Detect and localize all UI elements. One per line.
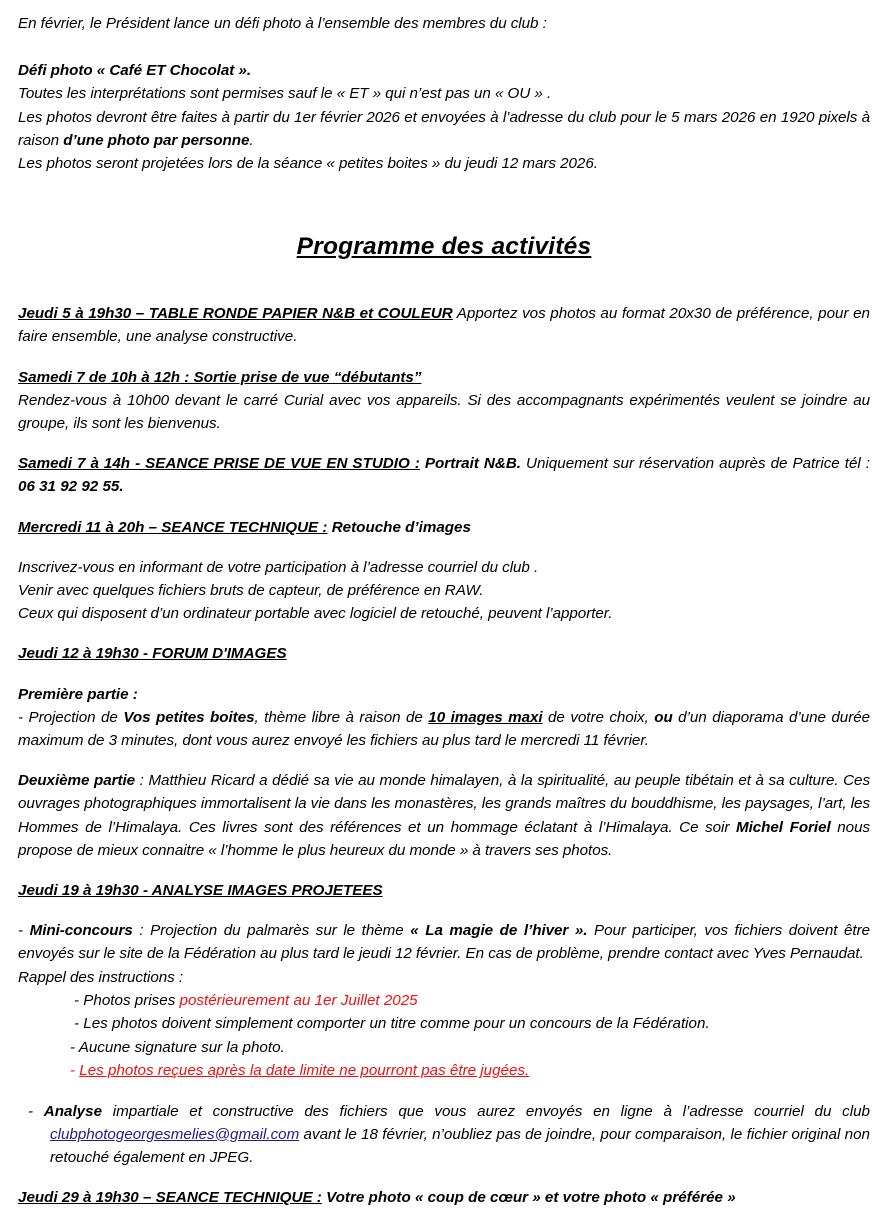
section-samedi-7-sortie-body: Rendez-vous à 10h00 devant le carré Curial avec vos appareils. Si des accompagnants expérimentés veulent se joindre au groupe, ils sont les bienvenus.: [18, 391, 870, 433]
spacer: [18, 215, 870, 232]
section-samedi-7-studio-subject: Portrait N&B.: [419, 455, 522, 473]
bullet-text-red-underlined: Les photos reçues après la date limite ne pourront pas être jugées.: [79, 1062, 530, 1080]
mini-concours-theme: « La magie de l’hiver ».: [410, 922, 588, 940]
section-mercredi-11-title: Mercredi 11 à 20h – SEANCE TECHNIQUE :: [18, 518, 328, 536]
bullet-dash: -: [70, 1062, 80, 1080]
bullet-dash: -: [74, 991, 84, 1009]
club-email-link[interactable]: clubphotogeorgesmelies@gmail.com: [50, 1125, 300, 1143]
spacer: [18, 175, 870, 215]
section-mercredi-11-subject: Retouche d’images: [327, 518, 471, 536]
mini-c: Pour participer, vos fichiers doivent être envoyés sur le site de la Fédération au plus tard le jeudi 12 février. En cas de problème, prendre contact avec Yves Pernaudat.: [18, 922, 870, 963]
defi-photo-line-1: Toutes les interprétations sont permises sauf le « ET » qui n’est pas un « OU » .: [18, 85, 552, 103]
section-jeudi-5-body: Apportez vos photos au format 20x30 de préférence, pour en faire ensemble, une analyse constructive.: [18, 305, 870, 346]
section-jeudi-29-title: Jeudi 29 à 19h30 – SEANCE TECHNIQUE :: [18, 1189, 322, 1207]
section-jeudi-5-heading: Jeudi 5 à 19h30 – TABLE RONDE PAPIER N&B et COULEUR: [18, 305, 453, 323]
spacer: [18, 435, 870, 452]
list-item: [18, 1059, 870, 1082]
spacer: [18, 1169, 870, 1186]
section-jeudi-12-title: Jeudi 12 à 19h30 - FORUM D'IMAGES: [18, 645, 287, 663]
bullet-text-black: Les photos doivent simplement comporter un titre comme pour un concours de la Fédération.: [83, 1015, 710, 1033]
section-jeudi-19-heading: [18, 879, 870, 902]
section-samedi-7-studio-phone: 06 31 92 92 55.: [18, 478, 124, 496]
analyse-b: avant le 18 février, n’oubliez pas de joindre, pour comparaison, le fichier original non retouché également en JPEG.: [50, 1125, 870, 1166]
list-item: [18, 1012, 870, 1035]
instructions-list: [18, 989, 870, 1083]
defi-photo-heading: Défi photo « Café ET Chocolat ».: [18, 62, 251, 80]
defi-line2-part-a: Les photos devront être faites à partir du 1er février 2026 et envoyées à l’adresse du club pour le 5 mars 2026 en 1920 pixels à raison: [18, 108, 870, 149]
section-jeudi-29: [18, 1186, 870, 1209]
spacer: [18, 625, 870, 642]
section-samedi-7-sortie-heading: [18, 366, 870, 389]
section-jeudi-29-subject: Votre photo « coup de cœur » et votre photo « préférée »: [321, 1189, 736, 1207]
p2-a: : Matthieu Ricard a dédié sa vie au monde himalayen, à la spiritualité, au peuple tibétain et à sa culture. Ces ouvrages photographiques immortalisent la vie dans les monastères, les grands maîtres du bouddhisme, les paysages, l’art, les Hommes de l’Himalaya. Ces livres sont des références et un hommage éclatant à l’Himalaya. Ce soir: [18, 772, 870, 836]
p1-bold-ou: ou: [654, 708, 673, 726]
bullet-text-red: postérieurement au 1er Juillet 2025: [179, 991, 418, 1009]
spacer: [18, 1083, 870, 1100]
deuxieme-partie-label: Deuxième partie: [18, 772, 136, 790]
premiere-partie-body: [18, 706, 870, 752]
spacer: [18, 539, 870, 556]
section-jeudi-12-heading: [18, 642, 870, 665]
p2-bold-michel-foriel: Michel Foriel: [736, 818, 831, 836]
section-samedi-7-studio-title: Samedi 7 à 14h - SEANCE PRISE DE VUE EN STUDIO :: [18, 455, 420, 473]
spacer: [18, 902, 870, 919]
spacer: [18, 862, 870, 879]
bullet-text-black: Aucune signature sur la photo.: [78, 1038, 285, 1056]
spacer: [18, 666, 870, 683]
section-samedi-7-studio-body: Uniquement sur réservation auprès de Patrice tél :: [521, 455, 870, 473]
bullet-dash: -: [74, 1015, 84, 1033]
deuxieme-partie-body: [18, 769, 870, 862]
spacer: [18, 262, 870, 302]
section-samedi-7-sortie-title: Samedi 7 de 10h à 12h : Sortie prise de vue “débutants”: [18, 368, 422, 386]
mini-concours-paragraph: [18, 919, 870, 965]
spacer: [18, 499, 870, 516]
p1-bold-petites-boites: Vos petites boites: [123, 708, 255, 726]
p1-d: d’un diaporama d’une durée maximum de 3 minutes, dont vous aurez envoyé les fichiers au plus tard le mercredi 11 février.: [18, 708, 870, 750]
defi-line2-bold: d’une photo par personne: [63, 131, 250, 149]
defi-photo-line-3: Les photos seront projetées lors de la séance « petites boites » du jeudi 12 mars 2026.: [18, 155, 598, 173]
list-item: [18, 989, 870, 1012]
mercredi-11-line-2: Venir avec quelques fichiers bruts de capteur, de préférence en RAW.: [18, 582, 484, 600]
bullet-text-black: Photos prises: [83, 991, 180, 1009]
spacer: [18, 349, 870, 366]
list-item: [18, 1036, 870, 1059]
analyse-dash: -: [28, 1102, 44, 1120]
section-jeudi-5: [18, 302, 870, 348]
mercredi-11-line-3: Ceux qui disposent d’un ordinateur portable avec logiciel de retouché, peuvent l’apporter.: [18, 605, 613, 623]
mercredi-11-line-1: Inscrivez-vous en informant de votre participation à l’adresse courriel du club .: [18, 558, 539, 576]
p1-b: , thème libre à raison de: [254, 708, 429, 726]
mini-a: -: [18, 922, 30, 940]
analyse-a: impartiale et constructive des fichiers que vous aurez envoyés en ligne à l’adresse courriel du club: [102, 1102, 870, 1120]
section-samedi-7-studio: [18, 452, 870, 498]
premiere-partie-label: Première partie :: [18, 685, 138, 703]
analyse-label: Analyse: [43, 1102, 103, 1120]
intro-paragraph: En février, le Président lance un défi photo à l’ensemble des membres du club :: [18, 15, 547, 32]
mini-b: : Projection du palmarès sur le thème: [132, 922, 411, 940]
section-jeudi-19-title: Jeudi 19 à 19h30 - ANALYSE IMAGES PROJETEES: [18, 882, 383, 900]
bullet-dash: -: [70, 1038, 79, 1056]
defi-line2-part-c: .: [249, 131, 254, 149]
p1-bold-10-images-maxi: 10 images maxi: [428, 708, 543, 726]
defi-photo-line-2: [18, 106, 870, 152]
p2-b: nous propose de mieux connaitre « l’homme le plus heureux du monde » à travers ses photos.: [18, 818, 871, 859]
spacer: [18, 752, 870, 769]
p1-c: de votre choix,: [542, 708, 655, 726]
p1-a: - Projection de: [18, 708, 124, 726]
rappel-instructions-label: Rappel des instructions :: [18, 968, 184, 986]
mini-concours-label: Mini-concours: [29, 922, 133, 940]
section-mercredi-11: [18, 516, 870, 539]
analyse-paragraph: [18, 1100, 870, 1170]
spacer: [18, 35, 870, 59]
page-title: Programme des activités: [296, 233, 592, 261]
